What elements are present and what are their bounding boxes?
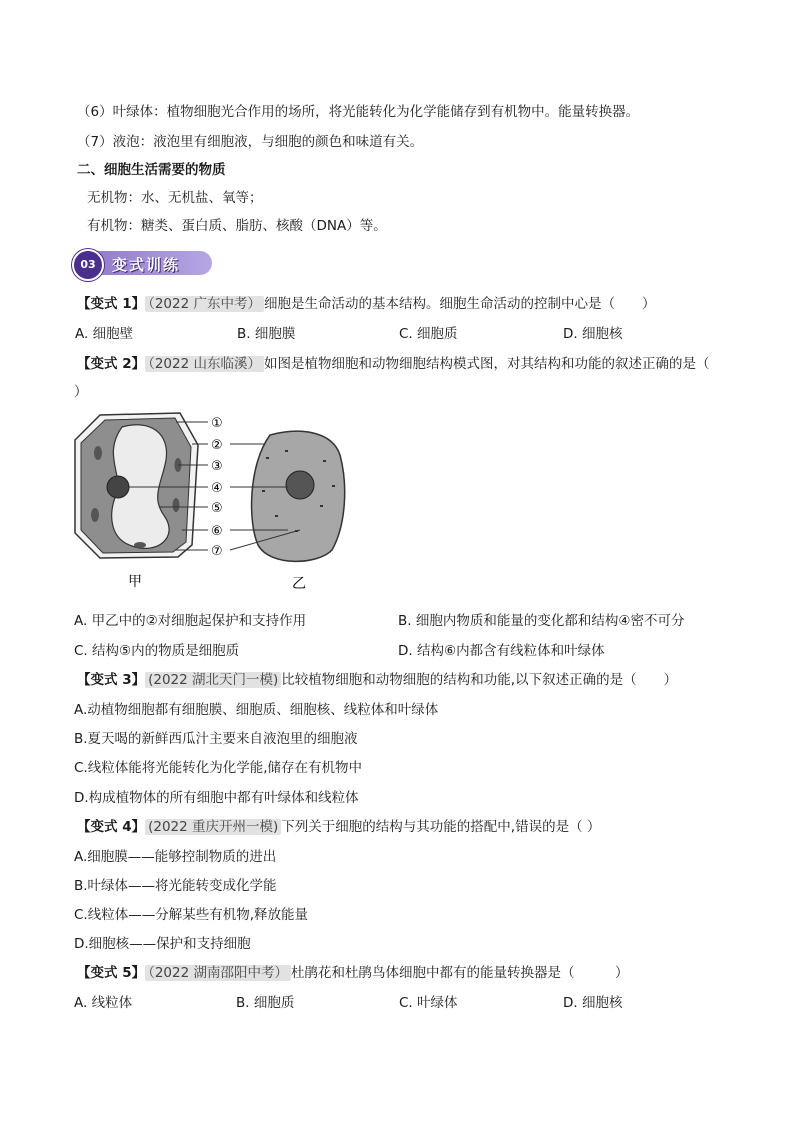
section-heading-substances: 二、细胞生活需要的物质 <box>77 162 226 178</box>
marker-2: ② <box>211 438 223 453</box>
question-source: （2022 广东中考） <box>145 296 264 312</box>
question-text: 细胞是生命活动的基本结构。细胞生命活动的控制中心是（ ） <box>264 296 656 312</box>
q3-option-c[interactable]: C.线粒体能将光能转化为化学能,储存在有机物中 <box>74 760 363 776</box>
q2-option-b[interactable]: B. 细胞内物质和能量的变化都和结构④密不可分 <box>398 613 685 629</box>
question-5-stem <box>77 961 629 981</box>
q3-option-a[interactable]: A.动植物细胞都有细胞膜、细胞质、细胞核、线粒体和叶绿体 <box>74 702 439 718</box>
question-text: 比较植物细胞和动物细胞的结构和功能,以下叙述正确的是（ ） <box>281 672 678 688</box>
banner-title: 变式训练 <box>112 256 181 274</box>
question-tag: 【变式 2】 <box>77 356 146 372</box>
q1-option-b[interactable]: B. 细胞膜 <box>237 326 296 342</box>
marker-4: ④ <box>211 481 223 496</box>
question-text: 杜鹃花和杜鹃鸟体细胞中都有的能量转换器是（ ） <box>291 965 629 981</box>
text-chloroplast: （6）叶绿体：植物细胞光合作用的场所，将光能转化为化学能储存到有机物中。能量转换器。 <box>77 104 640 120</box>
label-jia: 甲 <box>128 574 142 590</box>
label-yi: 乙 <box>292 576 306 592</box>
marker-3: ③ <box>211 459 223 474</box>
question-source: （2022 山东临溪） <box>145 356 264 372</box>
q2-option-c[interactable]: C. 结构⑤内的物质是细胞质 <box>74 643 240 659</box>
q2-option-a[interactable]: A. 甲乙中的②对细胞起保护和支持作用 <box>74 613 307 629</box>
question-tag: 【变式 3】 <box>77 672 146 688</box>
chloroplast <box>173 498 180 512</box>
marker-1: ① <box>211 416 223 431</box>
cell-diagram <box>70 405 370 595</box>
text-inorganic: 无机物：水、无机盐、氧等； <box>87 190 263 206</box>
plant-cell-figure <box>75 413 198 590</box>
banner-number: 03 <box>72 249 104 281</box>
question-1-stem <box>77 292 656 312</box>
q5-option-c[interactable]: C. 叶绿体 <box>399 995 458 1011</box>
text-vacuole: （7）液泡：液泡里有细胞液，与细胞的颜色和味道有关。 <box>77 134 424 150</box>
marker-5: ⑤ <box>211 501 223 516</box>
question-source: (2022 湖北天门一模) <box>145 672 281 688</box>
question-tag: 【变式 5】 <box>77 965 146 981</box>
animal-cell-figure <box>252 431 345 592</box>
q2-option-d[interactable]: D. 结构⑥内都含有线粒体和叶绿体 <box>398 643 605 659</box>
q5-option-d[interactable]: D. 细胞核 <box>563 995 623 1011</box>
question-source: (2022 重庆开州一模) <box>145 819 281 835</box>
question-4-stem <box>77 815 600 835</box>
question-text: 如图是植物细胞和动物细胞结构模式图，对其结构和功能的叙述正确的是（ <box>264 356 710 372</box>
q4-option-c[interactable]: C.线粒体——分解某些有机物,释放能量 <box>74 907 309 923</box>
q5-option-a[interactable]: A. 线粒体 <box>74 995 133 1011</box>
question-text: 下列关于细胞的结构与其功能的搭配中,错误的是（ ） <box>281 819 601 835</box>
question-2-stem-cont: ） <box>74 384 88 400</box>
chloroplast <box>94 446 102 460</box>
question-source: （2022 湖南邵阳中考） <box>145 965 291 981</box>
section-banner <box>72 249 212 277</box>
animal-nucleus <box>286 471 314 499</box>
question-tag: 【变式 1】 <box>77 296 146 312</box>
marker-7: ⑦ <box>211 544 223 559</box>
q4-option-a[interactable]: A.细胞膜——能够控制物质的进出 <box>74 849 277 865</box>
q3-option-d[interactable]: D.构成植物体的所有细胞中都有叶绿体和线粒体 <box>74 790 359 806</box>
q1-option-d[interactable]: D. 细胞核 <box>563 326 623 342</box>
question-3-stem <box>77 668 677 688</box>
q5-option-b[interactable]: B. 细胞质 <box>236 995 295 1011</box>
plant-nucleus <box>107 476 129 498</box>
chloroplast <box>91 508 99 522</box>
question-2-stem <box>77 352 710 372</box>
marker-6: ⑥ <box>211 524 223 539</box>
question-tag: 【变式 4】 <box>77 819 146 835</box>
q1-option-a[interactable]: A. 细胞壁 <box>75 326 134 342</box>
chloroplast <box>134 542 146 548</box>
text-organic: 有机物：糖类、蛋白质、脂肪、核酸（DNA）等。 <box>87 218 387 234</box>
q1-option-c[interactable]: C. 细胞质 <box>399 326 458 342</box>
q3-option-b[interactable]: B.夏天喝的新鲜西瓜汁主要来自液泡里的细胞液 <box>74 731 358 747</box>
q4-option-b[interactable]: B.叶绿体——将光能转变成化学能 <box>74 878 277 894</box>
q4-option-d[interactable]: D.细胞核——保护和支持细胞 <box>74 936 251 952</box>
